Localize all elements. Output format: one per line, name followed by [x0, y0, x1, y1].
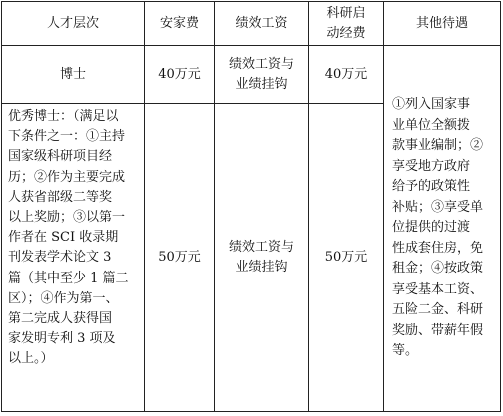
- cell-settle-fee-outstanding: 50万元: [145, 104, 215, 412]
- other-benefits-line: 位提供的过渡: [392, 220, 471, 236]
- other-benefits-line: 等。: [392, 343, 419, 359]
- cell-level-outstanding-phd: [2, 104, 145, 412]
- level-line: 第二完成人获得国: [8, 311, 113, 327]
- level-line: 历；②作为主要完成: [8, 169, 126, 185]
- cell-research-fund-outstanding: 50万元: [309, 104, 384, 412]
- other-benefits-line: 业单位全额拨: [392, 117, 471, 133]
- level-line: 刊发表学术论文 3: [8, 250, 112, 266]
- header-research-fund-line-2: 动经费: [326, 25, 366, 41]
- level-line: 人获省部级二等奖: [8, 189, 113, 205]
- other-benefits-line: 享受基本工资、: [392, 281, 484, 297]
- level-line: 作者在 SCI 收录期: [8, 230, 119, 246]
- other-benefits-line: 给予的政策性: [392, 179, 471, 195]
- other-benefits-line: 享受地方政府: [392, 158, 471, 174]
- cell-other-benefits: [384, 46, 501, 412]
- header-other-benefits: 其他待遇: [384, 2, 501, 46]
- cell-settle-fee-phd: 40万元: [145, 46, 215, 104]
- performance-line: 业绩挂钩: [235, 76, 288, 92]
- other-benefits-line: 奖励、带薪年假: [392, 322, 484, 338]
- table-row: [2, 46, 501, 104]
- level-line: 以上奖励；③以第一: [8, 210, 126, 226]
- level-line: 下条件之一：①主持: [8, 129, 126, 145]
- level-line: 家发明专利 3 项及: [8, 331, 116, 347]
- header-talent-level: 人才层次: [2, 2, 145, 46]
- header-research-fund: [309, 2, 384, 46]
- other-benefits-line: 款事业编制；②: [392, 138, 484, 154]
- level-line: 区）；④作为第一、: [8, 290, 119, 306]
- other-benefits-line: 五险二金、科研: [392, 302, 484, 318]
- table-header-row: [2, 2, 501, 46]
- level-line: 国家级科研项目经: [8, 149, 113, 165]
- level-line: 篇（其中至少 1 篇二: [8, 270, 129, 286]
- other-benefits-line: 补贴；③享受单: [392, 199, 484, 215]
- performance-line: 绩效工资与: [228, 56, 294, 72]
- other-benefits-line: 租金；④按政策: [392, 261, 484, 277]
- cell-level-phd: 博士: [2, 46, 145, 104]
- header-performance-pay: 绩效工资: [215, 2, 309, 46]
- cell-performance-phd: [215, 46, 309, 104]
- other-benefits-line: ①列入国家事: [392, 97, 471, 113]
- header-settle-fee: 安家费: [145, 2, 215, 46]
- level-line: 以上。）: [8, 351, 54, 367]
- level-line: 优秀博士：（满足以: [8, 109, 119, 124]
- performance-line: 绩效工资与: [228, 239, 294, 255]
- other-benefits-line: 性成套住房，免: [392, 240, 484, 256]
- performance-line: 业绩挂钩: [235, 259, 288, 275]
- header-research-fund-line-1: 科研启: [326, 5, 366, 21]
- talent-benefits-table: [1, 1, 501, 412]
- cell-research-fund-phd: 40万元: [309, 46, 384, 104]
- cell-performance-outstanding: [215, 104, 309, 412]
